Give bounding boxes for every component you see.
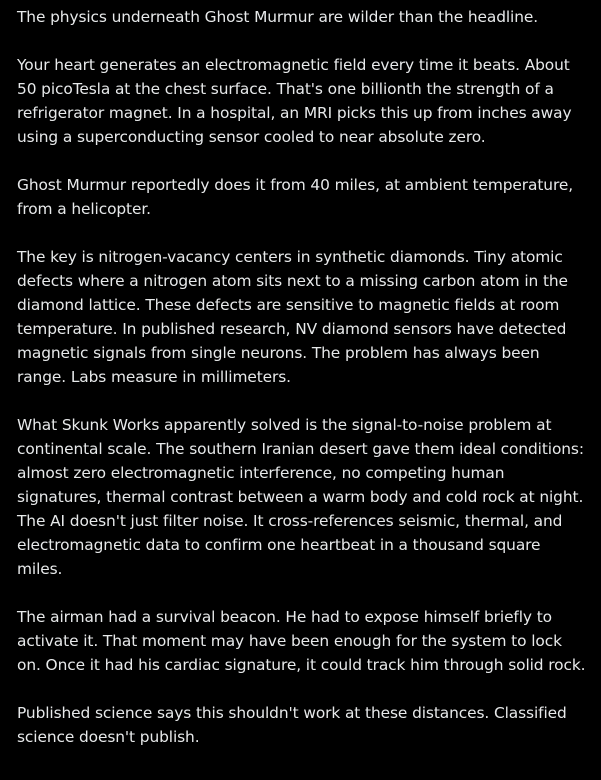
post-paragraph-conclusion: Published science says this shouldn't work at these distances. Classified science doesn't publish. <box>17 704 567 746</box>
post-paragraph-signal-noise: What Skunk Works apparently solved is the signal-to-noise problem at continental scale. The southern Iranian desert gave them ideal conditions: almost zero electromagnetic interference, no competing human signatures, thermal contrast between a warm body and cold rock at night. The AI doesn't just filter noise. It cross-references seismic, thermal, and electromagnetic data to confirm one heartbeat in a thousand square miles. <box>17 416 584 578</box>
post-paragraph-nv-diamonds: The key is nitrogen-vacancy centers in synthetic diamonds. Tiny atomic defects where a nitrogen atom sits next to a missing carbon atom in the diamond lattice. These defects are sensitive to magnetic fields at room temperature. In published research, NV diamond sensors have detected magnetic signals from single neurons. The problem has always been range. Labs measure in millimeters. <box>17 248 568 386</box>
post-paragraph-heart-field: Your heart generates an electromagnetic field every time it beats. About 50 picoTesla at the chest surface. That's one billionth the strength of a refrigerator magnet. In a hospital, an MRI picks this up from inches away using a superconducting sensor cooled to near absolute zero. <box>17 56 572 146</box>
post-paragraph-range-claim: Ghost Murmur reportedly does it from 40 miles, at ambient temperature, from a helicopter. <box>17 176 573 218</box>
post-paragraph-intro: The physics underneath Ghost Murmur are wilder than the headline. <box>17 8 539 26</box>
post-paragraph-airman: The airman had a survival beacon. He had to expose himself briefly to activate it. That moment may have been enough for the system to lock on. Once it had his cardiac signature, it could track him through solid rock. <box>17 608 586 674</box>
